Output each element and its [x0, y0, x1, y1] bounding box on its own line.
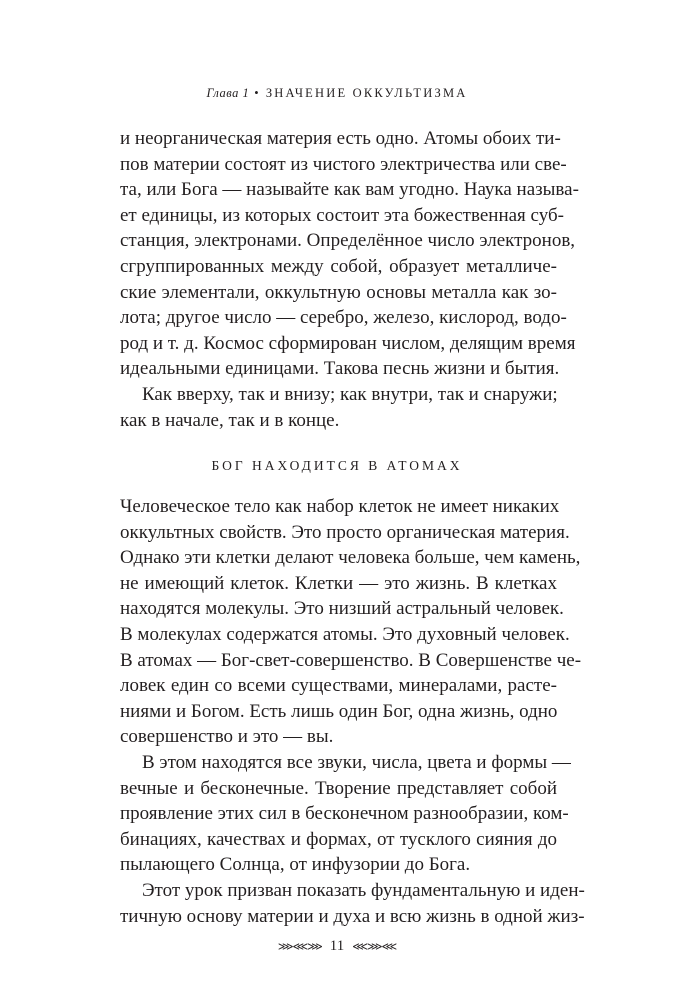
text-line: совершенство и это — вы.	[120, 726, 334, 748]
paragraph-1	[120, 126, 579, 433]
page-number: 11	[329, 938, 345, 954]
text-line: Этот урок призван показать фундаментальную и иден-	[142, 879, 585, 901]
paragraph-3	[120, 494, 585, 929]
text-line: Однако эти клетки делают человека больше, чем камень,	[120, 547, 581, 569]
text-line: пылающего Солнца, от инфузории до Бога.	[120, 854, 471, 876]
text-line: ниями и Богом. Есть лишь один Бог, одна жизнь, одно	[120, 700, 558, 722]
text-line: род и т. д. Космос сформирован числом, делящим время	[120, 332, 576, 354]
chapter-label: Глава 1	[206, 86, 250, 100]
text-line: станция, электронами. Определённое число электронов,	[120, 230, 576, 252]
text-line: та, или Бога — называйте как вам угодно. Наука называ-	[120, 179, 579, 201]
text-line: лота; другое число — серебро, железо, кислород, водо-	[120, 307, 567, 329]
text-line: не имеющий клеток. Клетки — это жизнь. В клетках	[120, 572, 557, 594]
chapter-title: ЗНАЧЕНИЕ ОККУЛЬТИЗМА	[265, 86, 468, 100]
text-line: как в начале, так и в конце.	[120, 409, 340, 431]
text-line: Как вверху, так и внизу; как внутри, так и снаружи;	[142, 383, 558, 405]
text-line: оккультных свойств. Это просто органическая материя.	[120, 521, 570, 543]
text-line: ет единицы, из которых состоит эта божественная суб-	[120, 204, 564, 226]
header-bullet: •	[254, 86, 261, 100]
text-line: тичную основу материи и духа и всю жизнь в одной жиз-	[120, 905, 585, 927]
text-line: вечные и бесконечные. Творение представляет собой	[120, 777, 557, 799]
text-line: пов материи состоят из чистого электричества или све-	[120, 153, 567, 175]
section-title: БОГ НАХОДИТСЯ В АТОМАХ	[211, 458, 463, 473]
text-line: В молекулах содержатся атомы. Это духовный человек.	[120, 623, 570, 645]
running-header	[0, 86, 674, 101]
text-line: бинациях, качествах и формах, от тусклого сияния до	[120, 828, 557, 850]
text-line: ские элементали, оккультную основы металла как зо-	[120, 281, 557, 303]
text-line: ловек един со всеми существами, минералами, расте-	[120, 675, 557, 697]
text-line: находятся молекулы. Это низший астральный человек.	[120, 598, 564, 620]
text-line: и неорганическая материя есть одно. Атомы обоих ти-	[120, 128, 561, 149]
text-line: В этом находятся все звуки, числа, цвета и формы —	[142, 751, 571, 773]
ornament-right-icon: ⋘⋙⋘	[352, 941, 397, 953]
page-footer	[0, 938, 674, 955]
text-line: сгруппированных между собой, образует металличе-	[120, 255, 557, 277]
ornament-left-icon: ⋙⋘⋙	[277, 941, 322, 953]
text-line: Человеческое тело как набор клеток не имеет никаких	[120, 496, 560, 517]
text-line: В атомах — Бог-свет-совершенство. В Совершенстве че-	[120, 649, 582, 671]
text-line: проявление этих сил в бесконечном разнообразии, ком-	[120, 803, 569, 825]
text-line: идеальными единицами. Такова песнь жизни и бытия.	[120, 358, 560, 380]
